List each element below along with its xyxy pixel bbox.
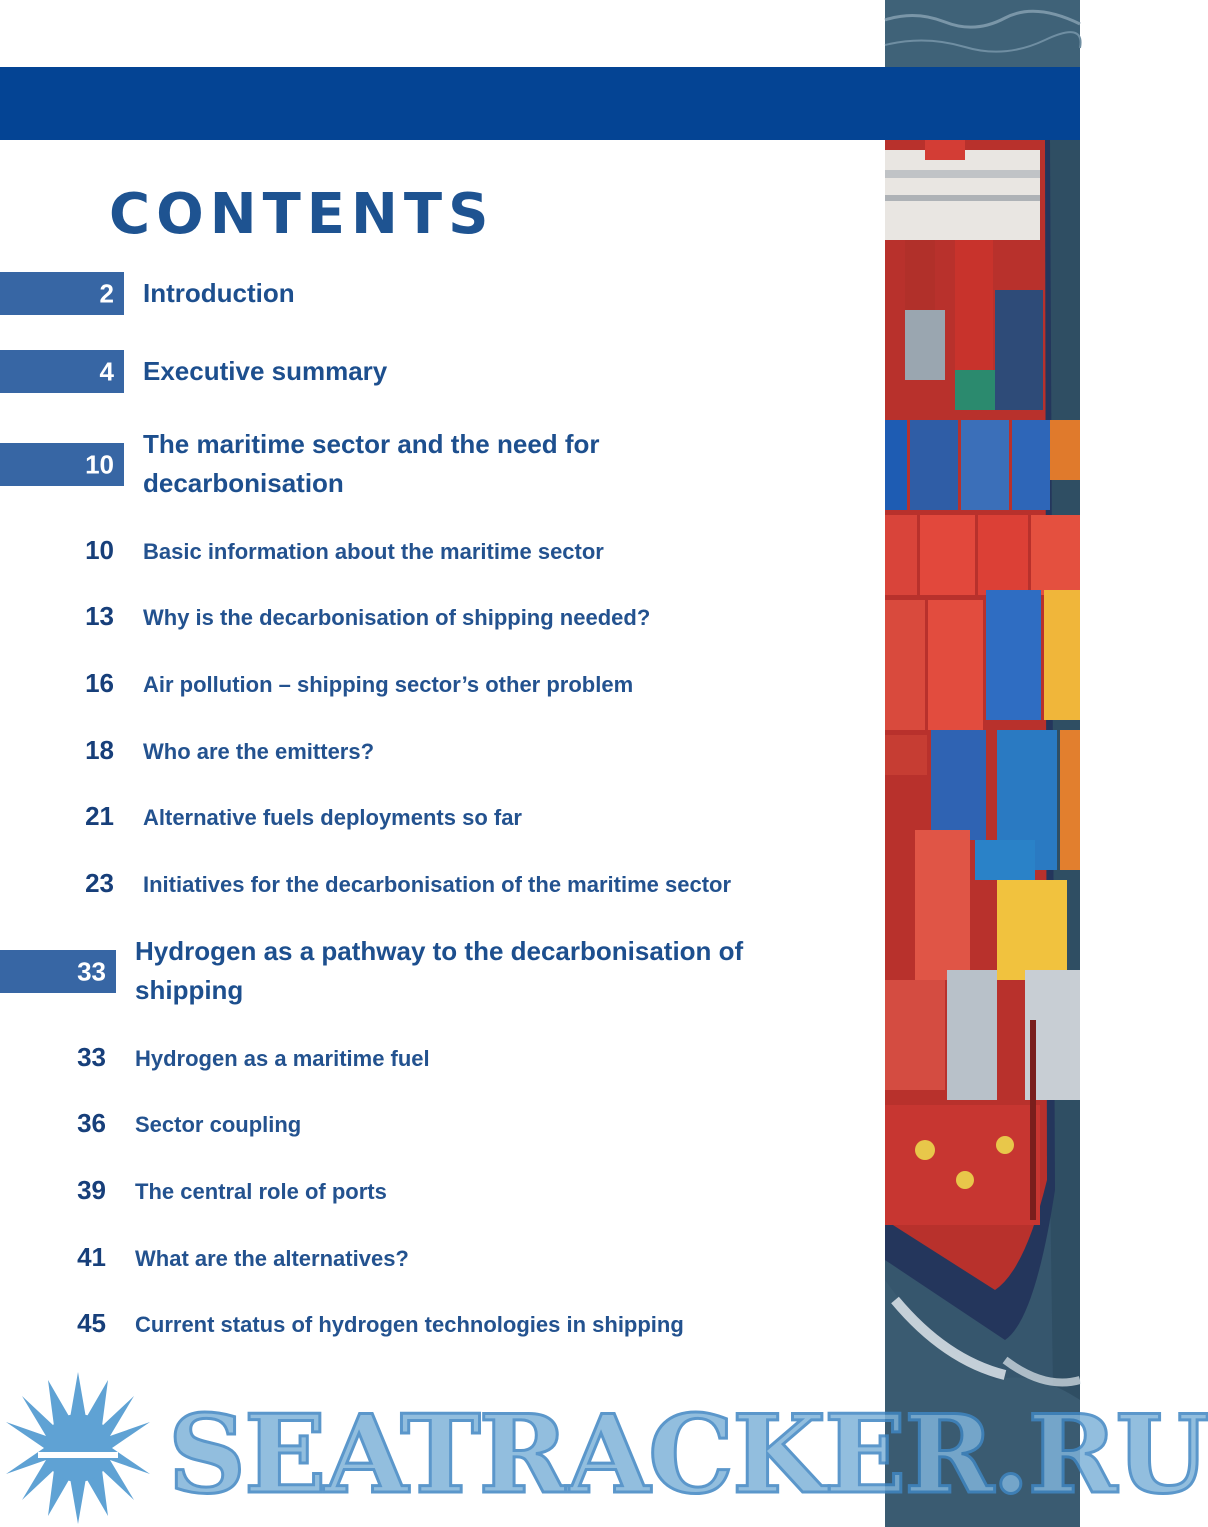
- section-page-bar: [0, 272, 124, 315]
- section-title-line: shipping: [135, 975, 244, 1005]
- section-page-number: 10: [85, 449, 114, 479]
- subsection-title: The central role of ports: [135, 1179, 387, 1204]
- page-title: CONTENTS: [109, 182, 495, 247]
- section-title-line: Hydrogen as a pathway to the decarbonisation of: [135, 936, 744, 966]
- section-page-number: 33: [77, 956, 106, 986]
- subsection-page-number: 21: [85, 801, 114, 831]
- container-ship-photo: [885, 0, 1080, 1527]
- subsection-title: Hydrogen as a maritime fuel: [135, 1046, 430, 1071]
- sun-icon: [6, 1372, 150, 1524]
- section-title-line: The maritime sector and the need for: [143, 429, 600, 459]
- section-title-line: decarbonisation: [143, 468, 344, 498]
- subsection-title: Basic information about the maritime sector: [143, 539, 604, 564]
- subsection-page-number: 41: [77, 1242, 106, 1272]
- subsection-page-number: 18: [85, 735, 114, 765]
- subsection-title: What are the alternatives?: [135, 1246, 409, 1271]
- sea-strip: [885, 0, 1080, 67]
- subsection-title: Air pollution – shipping sector’s other problem: [143, 672, 634, 697]
- subsection-page-number: 13: [85, 601, 114, 631]
- subsection-page-number: 16: [85, 668, 114, 698]
- subsection-page-number: 39: [77, 1175, 106, 1205]
- subsection-page-number: 36: [77, 1108, 106, 1138]
- subsection-title: Sector coupling: [135, 1112, 302, 1137]
- subsection-title: Who are the emitters?: [143, 739, 375, 764]
- subsection-page-number: 33: [77, 1042, 106, 1072]
- section-page-bar: [0, 443, 124, 486]
- subsection-page-number: 10: [85, 535, 114, 565]
- subsection-title: Why is the decarbonisation of shipping needed?: [143, 605, 651, 630]
- section-title: Introduction: [143, 278, 295, 308]
- section-title: Executive summary: [143, 356, 388, 386]
- section-page-number: 2: [99, 278, 114, 308]
- subsection-title: Initiatives for the decarbonisation of the maritime sector: [143, 872, 732, 897]
- subsection-title: Current status of hydrogen technologies in shipping: [135, 1312, 684, 1337]
- ship-deck: [885, 140, 1080, 1527]
- subsection-title: Alternative fuels deployments so far: [143, 805, 522, 830]
- watermark-text: SEATRACKER.RU: [168, 1392, 1208, 1518]
- section-page-bar: [0, 350, 124, 393]
- section-page-number: 4: [99, 356, 114, 386]
- subsection-page-number: 23: [85, 868, 114, 898]
- subsection-page-number: 45: [77, 1308, 106, 1338]
- section-page-bar: [0, 950, 116, 993]
